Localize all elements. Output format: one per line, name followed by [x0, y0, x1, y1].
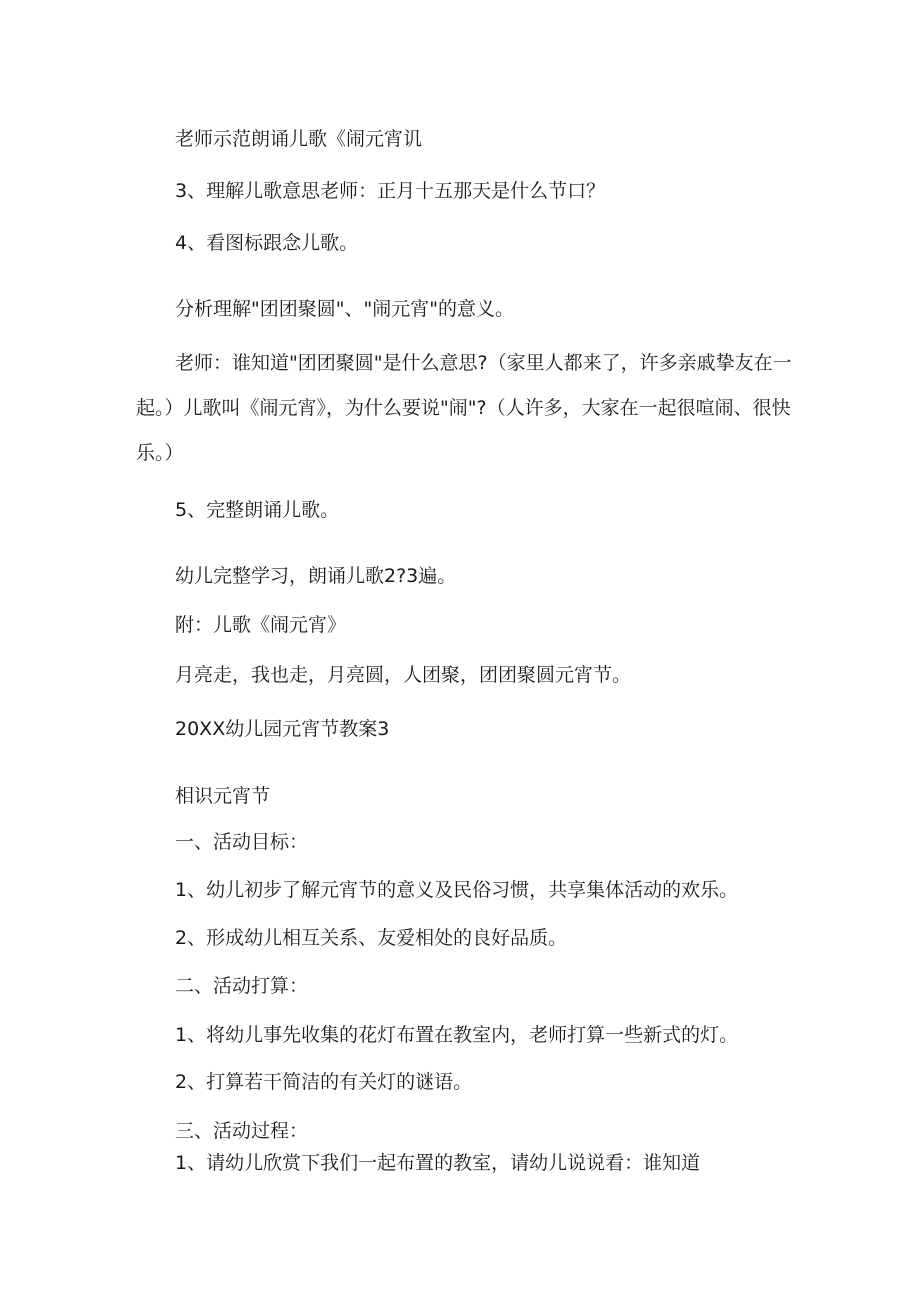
text-line: 分析理解"团团聚圆"、"闹元宵"的意义。	[175, 298, 514, 320]
text-line: 月亮走，我也走，月亮圆，人团聚，团团聚圆元宵节。	[175, 664, 632, 686]
text-line: 3、理解儿歌意思老师：正月十五那天是什么节口？	[175, 180, 606, 202]
text-line: 一、活动目标：	[175, 831, 309, 853]
text-line: 1、将幼儿事先收集的花灯布置在教室内，老师打算一些新式的灯。	[175, 1024, 739, 1046]
explanation-paragraph: 老师：谁知道"团团聚圆"是什么意思?（家里人都来了，许多亲戚挚友在一起。）儿歌叫《闹元宵》，为什么要说"闹"?（人许多，大家在一起很喧闹、很快乐。）	[136, 352, 792, 464]
text-line: 1、幼儿初步了解元宵节的意义及民俗习惯，共享集体活动的欢乐。	[175, 879, 739, 901]
text-line: 2、打算若干简洁的有关灯的谜语。	[175, 1071, 473, 1093]
text-line: 1、请幼儿欣赏下我们一起布置的教室，请幼儿说说看：谁知道	[175, 1152, 701, 1174]
text-line: 5、完整朗诵儿歌。	[175, 499, 340, 521]
text-line: 二、活动打算：	[175, 975, 309, 997]
text-line: 三、活动过程：	[175, 1120, 309, 1142]
section-heading: 20XX幼儿园元宵节教案3	[175, 718, 390, 740]
text-line: 附：儿歌《闹元宵》	[175, 614, 347, 636]
text-line: 2、形成幼儿相互关系、友爱相处的良好品质。	[175, 927, 568, 949]
text-line: 相识元宵节	[175, 785, 271, 807]
text-line: 幼儿完整学习，朗诵儿歌2?3遍。	[175, 565, 457, 587]
text-line: 老师示范朗诵儿歌《闹元宵讥	[175, 128, 423, 150]
text-line: 4、看图标跟念儿歌。	[175, 232, 359, 254]
